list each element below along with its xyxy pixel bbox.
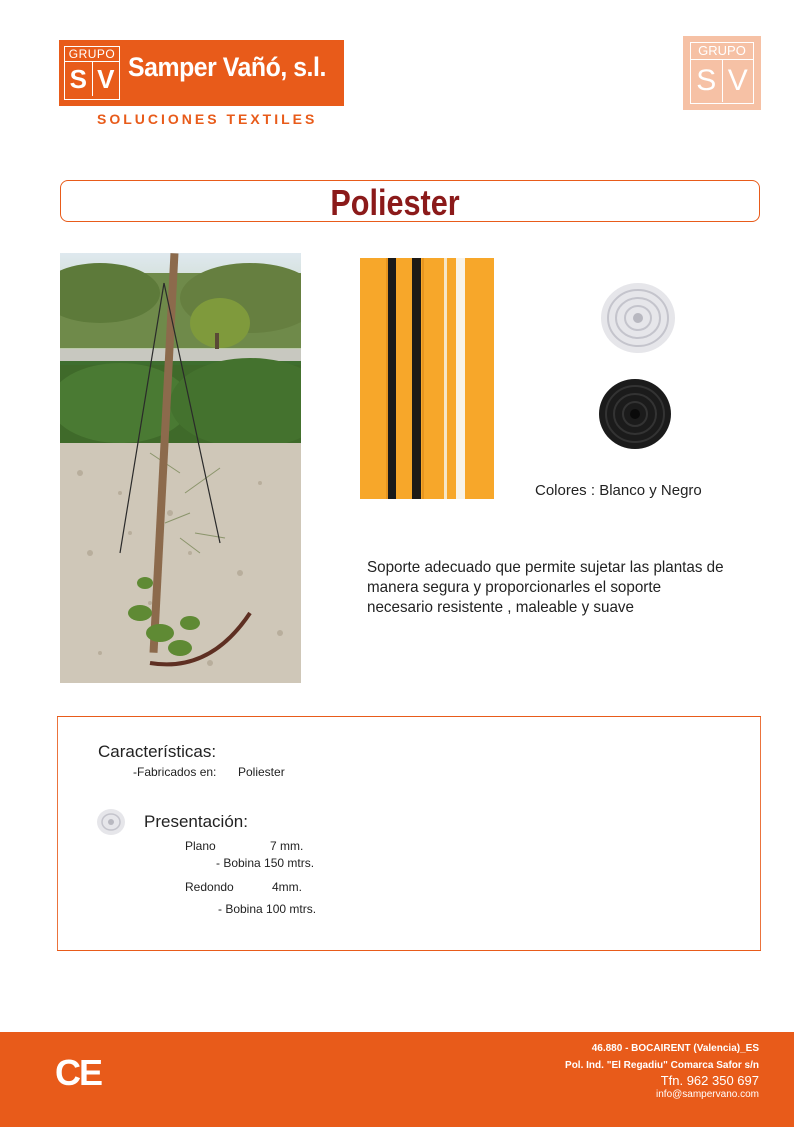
presentation-type: Plano (185, 839, 216, 853)
footer-email[interactable]: info@sampervano.com (656, 1089, 759, 1100)
logo-mark (64, 46, 120, 100)
footer-address-line1: 46.880 - BOCAIRENT (Valencia)_ES (591, 1043, 759, 1054)
page-title: Poliester (330, 182, 460, 223)
characteristics-heading: Características: (98, 742, 217, 761)
presentation-heading: Presentación: (144, 812, 248, 831)
flat-tape-photo (360, 258, 494, 499)
presentation-spool: - Bobina 100 mtrs. (218, 902, 317, 916)
frame-right-edge (760, 716, 761, 951)
product-description: Soporte adecuado que permite sujetar las plantas de manera segura y proporcionarles el soporte necesario resistente , maleable y suave (367, 559, 724, 616)
logo-grupo-text: GRUPO (65, 47, 119, 62)
white-roll-photo (600, 282, 676, 354)
faded-logo-letter-s: S (696, 64, 717, 97)
presentation-size: 4mm. (272, 880, 302, 894)
made-of-value: Poliester (238, 765, 285, 779)
made-of-label: -Fabricados en: (133, 765, 217, 779)
company-name: Samper Vañó, s.l. (128, 52, 326, 82)
black-roll-photo (598, 378, 672, 450)
plant-photo (60, 253, 301, 683)
frame-left-edge (57, 716, 58, 951)
roll-icon (96, 808, 126, 836)
faded-logo-grupo: GRUPO (691, 43, 753, 60)
ce-mark-icon: CE (55, 1052, 102, 1093)
faded-logo-letter-v: V (722, 60, 754, 102)
logo-letter-s: S (69, 64, 87, 94)
faded-logo (683, 36, 761, 110)
presentation-size: 7 mm. (270, 839, 304, 853)
logo-letter-v: V (92, 62, 120, 96)
presentation-spool: - Bobina 150 mtrs. (216, 856, 315, 870)
company-tagline: SOLUCIONES TEXTILES (97, 111, 318, 127)
footer-phone: Tfn. 962 350 697 (660, 1073, 759, 1088)
colors-caption: Colores : Blanco y Negro (535, 482, 702, 499)
footer-address-line2: Pol. Ind. "El Regadiu" Comarca Safor s/n (565, 1060, 759, 1071)
presentation-type: Redondo (185, 880, 234, 894)
